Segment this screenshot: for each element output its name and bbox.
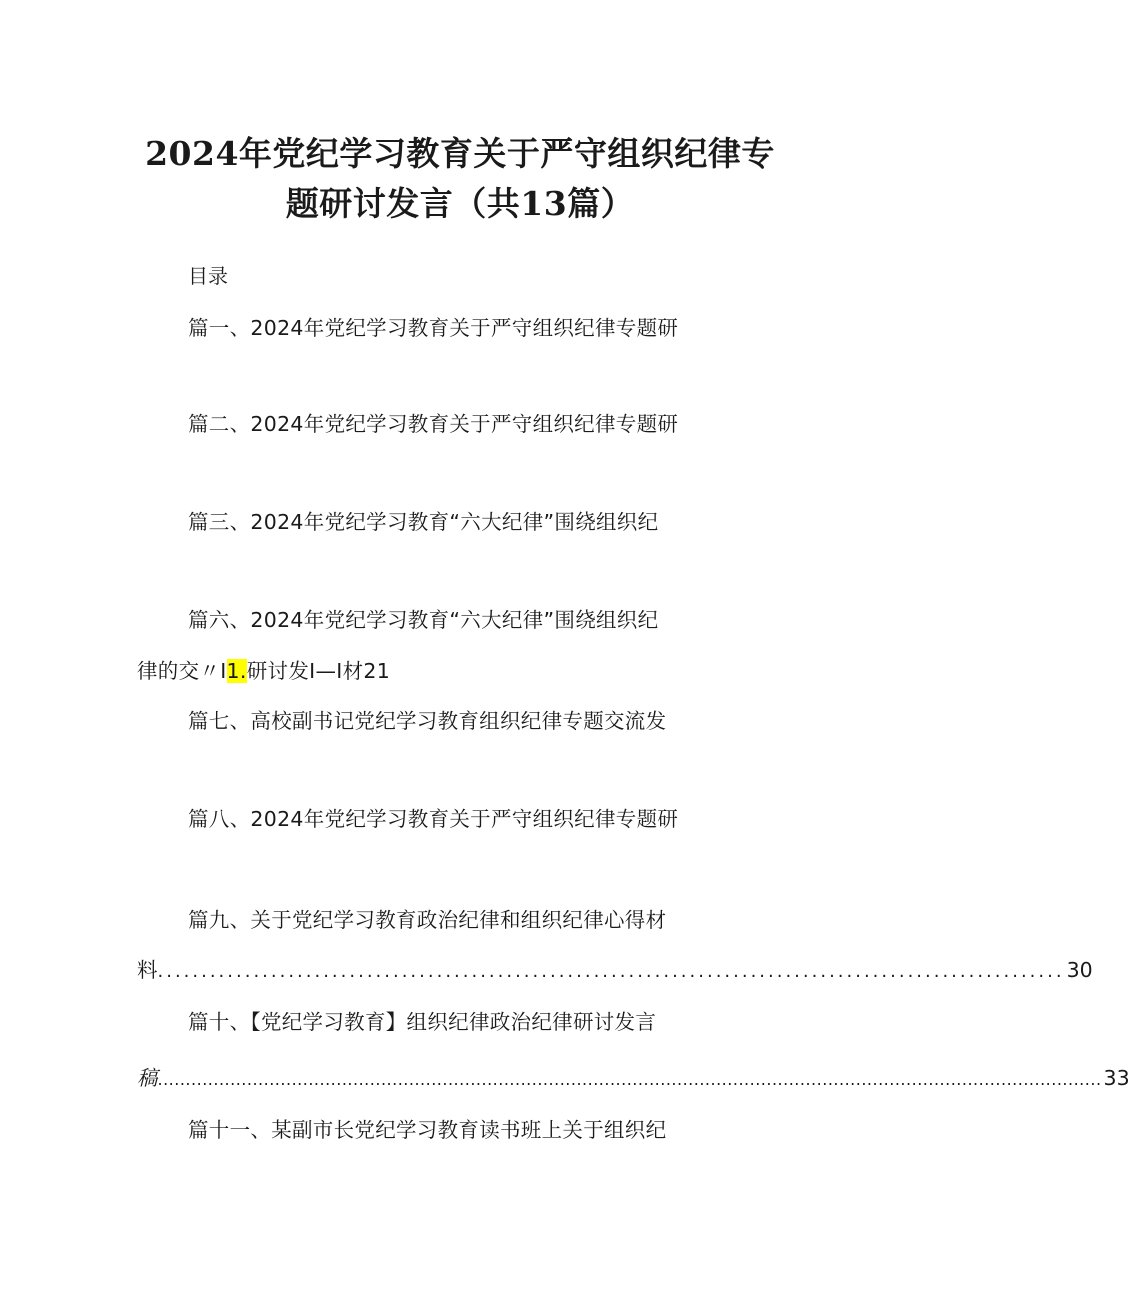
toc-entry-6: 篇六、2024年党纪学习教育“六大纪律”围绕组织纪: [188, 608, 659, 632]
page-number: 33: [1103, 1066, 1130, 1090]
toc-entry-6-continuation: [137, 657, 390, 685]
dot-leader: ........................................................................................................: [157, 961, 1065, 982]
toc-entry-10: 篇十、【党纪学习教育】组织纪律政治纪律研讨发言: [188, 1010, 657, 1034]
continuation-text-a: 律的交〃I: [137, 659, 227, 683]
dot-leader: .........................................................................................................................................................................: [157, 1070, 1102, 1089]
toc-entry-11: 篇十一、某副市长党纪学习教育读书班上关于组织纪: [188, 1118, 667, 1142]
toc-entry-1: 篇一、2024年党纪学习教育关于严守组织纪律专题研: [188, 316, 679, 340]
toc-entry-10-continuation: [137, 1064, 1130, 1094]
document-title-line-2: 题研讨发言（共13篇）: [285, 184, 635, 223]
toc-entry-7: 篇七、高校副书记党纪学习教育组织纪律专题交流发: [188, 709, 667, 733]
toc-entry-2: 篇二、2024年党纪学习教育关于严守组织纪律专题研: [188, 412, 679, 436]
toc-heading: 目录: [188, 264, 228, 288]
document-title-line-1: 2024年党纪学习教育关于严守组织纪律专: [145, 134, 775, 173]
toc-entry-9: 篇九、关于党纪学习教育政治纪律和组织纪律心得材: [188, 908, 667, 932]
continuation-text-b: 研讨发I—I材21: [246, 659, 391, 683]
highlighted-text: 1.: [226, 659, 247, 683]
toc-entry-3: 篇三、2024年党纪学习教育“六大纪律”围绕组织纪: [188, 510, 659, 534]
page-number: 30: [1066, 958, 1093, 982]
toc-entry-9-continuation: [137, 956, 1093, 986]
continuation-text: 料: [137, 958, 158, 982]
continuation-text: 稿: [137, 1066, 158, 1090]
toc-entry-8: 篇八、2024年党纪学习教育关于严守组织纪律专题研: [188, 807, 679, 831]
